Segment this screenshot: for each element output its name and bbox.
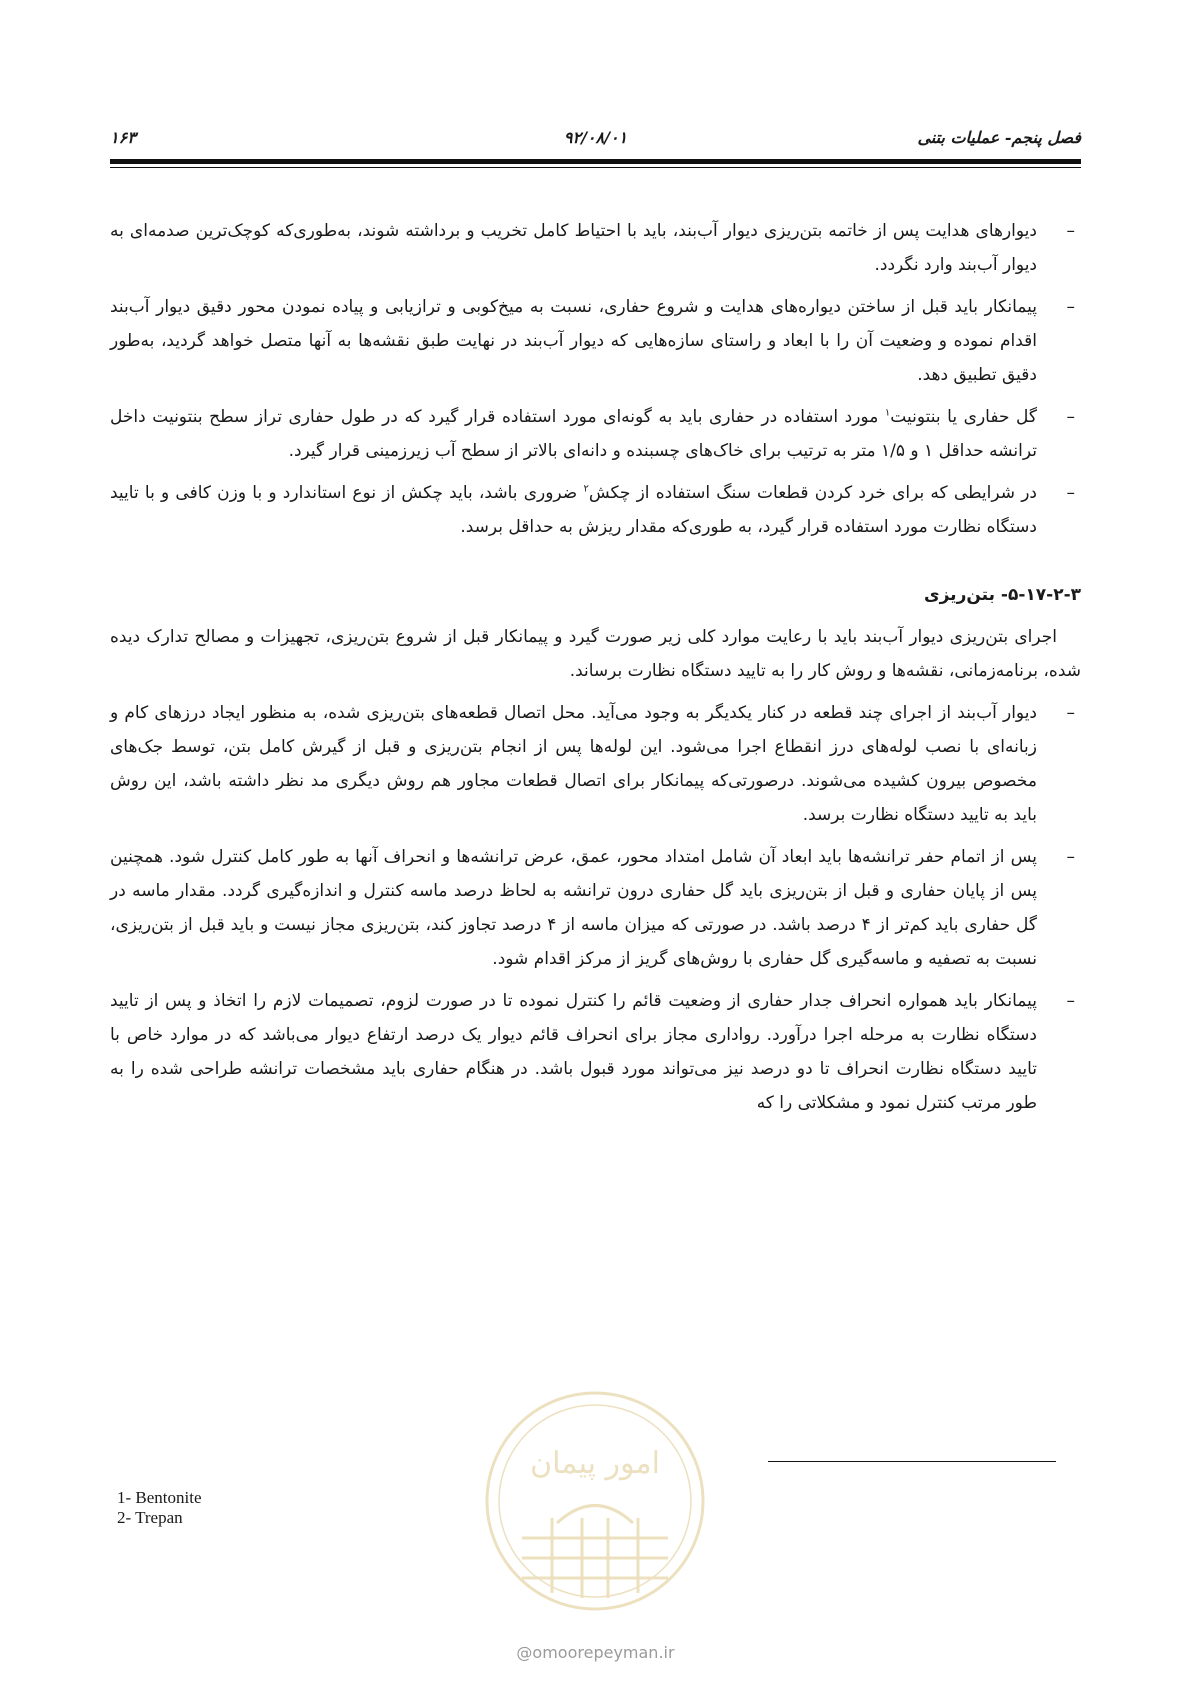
header-date: ۹۲/۰۸/۰۱ <box>563 128 628 147</box>
list-item-text: در شرایطی که برای خرد کردن قطعات سنگ استفاده از چکش <box>588 483 1037 503</box>
list-item-text: دیوارهای هدایت پس از خاتمه بتن‌ریزی دیوار آب‌بند، باید با احتیاط کامل تخریب و برداشته شوند، به‌طوری‌که کوچک‌ترین صدمه‌ای به دیوار آب‌بند وارد نگردد. <box>110 221 1037 275</box>
dash-marker: – <box>1066 221 1075 241</box>
dash-marker: – <box>1066 991 1075 1011</box>
list-item <box>110 696 1081 832</box>
list-item-text: دیوار آب‌بند از اجرای چند قطعه در کنار یکدیگر به وجود می‌آید. محل اتصال قطعه‌های بتن‌ریزی شده، به منظور ایجاد درزهای کام و زبانه‌ای با نصب لوله‌های درز انقطاع اجرا می‌شود. این لوله‌ها پس از انجام بتن‌ریزی و قبل از گیرش کامل بتن، توسط جک‌های مخصوص بیرون کشیده می‌شوند. درصورتی‌که پیمانکار برای اتصال قطعات مجاور هم روش دیگری مد نظر داشته باشد، این روش باید به تایید دستگاه نظارت برسد. <box>110 703 1037 825</box>
footnote-rule <box>768 1461 1056 1462</box>
dash-marker: – <box>1066 297 1075 317</box>
list-item-text: ضروری باشد، باید چکش از نوع استاندارد و با وزن کافی و با تایید دستگاه نظارت مورد استفاده قرار گیرد، به طوری‌که مقدار ریزش به حداقل برسد. <box>110 483 1037 537</box>
page-number: ۱۶۳ <box>110 128 136 147</box>
list-item-text: گل حفاری یا بنتونیت <box>890 407 1037 427</box>
header-rule-thick <box>110 159 1081 164</box>
dash-marker: – <box>1066 703 1075 723</box>
header-rule-thin <box>110 167 1081 168</box>
footnote: 1- Bentonite <box>117 1488 202 1507</box>
list-item <box>110 214 1081 282</box>
watermark-url: @omoorepeyman.ir <box>516 1643 675 1662</box>
list-item <box>110 476 1081 544</box>
list-item <box>110 984 1081 1120</box>
footnote-ref: ۲ <box>583 483 589 495</box>
watermark-logo-text: امور پیمان <box>530 1446 660 1481</box>
footnotes <box>117 1488 202 1528</box>
list-item <box>110 840 1081 976</box>
list-item-text: پس از اتمام حفر ترانشه‌ها باید ابعاد آن شامل امتداد محور، عمق، عرض ترانشه‌ها و انحراف آنها به طور کامل کنترل شود. همچنین پس از پایان حفاری و قبل از بتن‌ریزی باید گل حفاری درون ترانشه به لحاظ درصد ماسه کنترل و اندازه‌گیری گردد. مقدار ماسه در گل حفاری باید کم‌تر از ۴ درصد باشد. در صورتی که میزان ماسه از ۴ درصد تجاوز کند، بتن‌ریزی مجاز نیست و باید قبل از بتن‌ریزی، نسبت به تصفیه و ماسه‌گیری گل حفاری با روش‌های گریز از مرکز اقدام شود. <box>110 847 1037 969</box>
dash-marker: – <box>1066 407 1075 427</box>
list-item-text: مورد استفاده در حفاری باید به گونه‌ای مورد استفاده قرار گیرد که در طول حفاری تراز سطح بنتونیت داخل ترانشه حداقل ۱ و ۱/۵ متر به ترتیب برای خاک‌های چسبنده و دانه‌ای بالاتر از سطح آب زیرزمینی قرار گیرد. <box>110 407 1037 461</box>
watermark-logo-icon <box>482 1388 708 1614</box>
footnote: 2- Trepan <box>117 1508 183 1527</box>
dash-marker: – <box>1066 847 1075 867</box>
list-item-text: پیمانکار باید همواره انحراف جدار حفاری از وضعیت قائم را کنترل نموده تا در صورت لزوم، تصمیمات لازم را اتخاذ و پس از تایید دستگاه نظارت به مرحله اجرا درآورد. رواداری مجاز برای انحراف قائم دیوار یک درصد ارتفاع دیوار می‌باشد که در موارد خاص با تایید دستگاه نظارت انحراف تا دو درصد نیز می‌تواند مورد قبول باشد. در هنگام حفاری باید مشخصات ترانشه طراحی شده را به طور مرتب کنترل نمود و مشکلاتی را که <box>110 991 1037 1113</box>
list-item-text: پیمانکار باید قبل از ساختن دیواره‌های هدایت و شروع حفاری، نسبت به میخ‌کوبی و ترازیابی و پیاده نمودن محور دقیق دیوار آب‌بند اقدام نموده و وضعیت آن را با ابعاد و راستای سازه‌هایی که دیوار آب‌بند در نهایت طبق نقشه‌ها به آنها متصل خواهد گردید، به‌طور دقیق تطبیق دهد. <box>110 297 1037 385</box>
chapter-title: فصل پنجم- عملیات بتنی <box>917 128 1081 147</box>
page-body <box>110 214 1081 1128</box>
intro-paragraph: اجرای بتن‌ریزی دیوار آب‌بند باید با رعایت موارد کلی زیر صورت گیرد و پیمانکار قبل از شروع بتن‌ریزی، تجهیزات و مصالح تدارک دیده شده، برنامه‌زمانی، نقشه‌ها و روش کار را به تایید دستگاه نظارت برساند. <box>110 627 1081 681</box>
footnote-ref: ۱ <box>884 407 891 419</box>
list-item <box>110 290 1081 392</box>
list-item <box>110 400 1081 468</box>
page-header <box>110 128 1081 154</box>
dash-marker: – <box>1066 483 1075 503</box>
section-heading: ۵-۱۷-۲-۳- بتن‌ریزی <box>924 585 1081 605</box>
